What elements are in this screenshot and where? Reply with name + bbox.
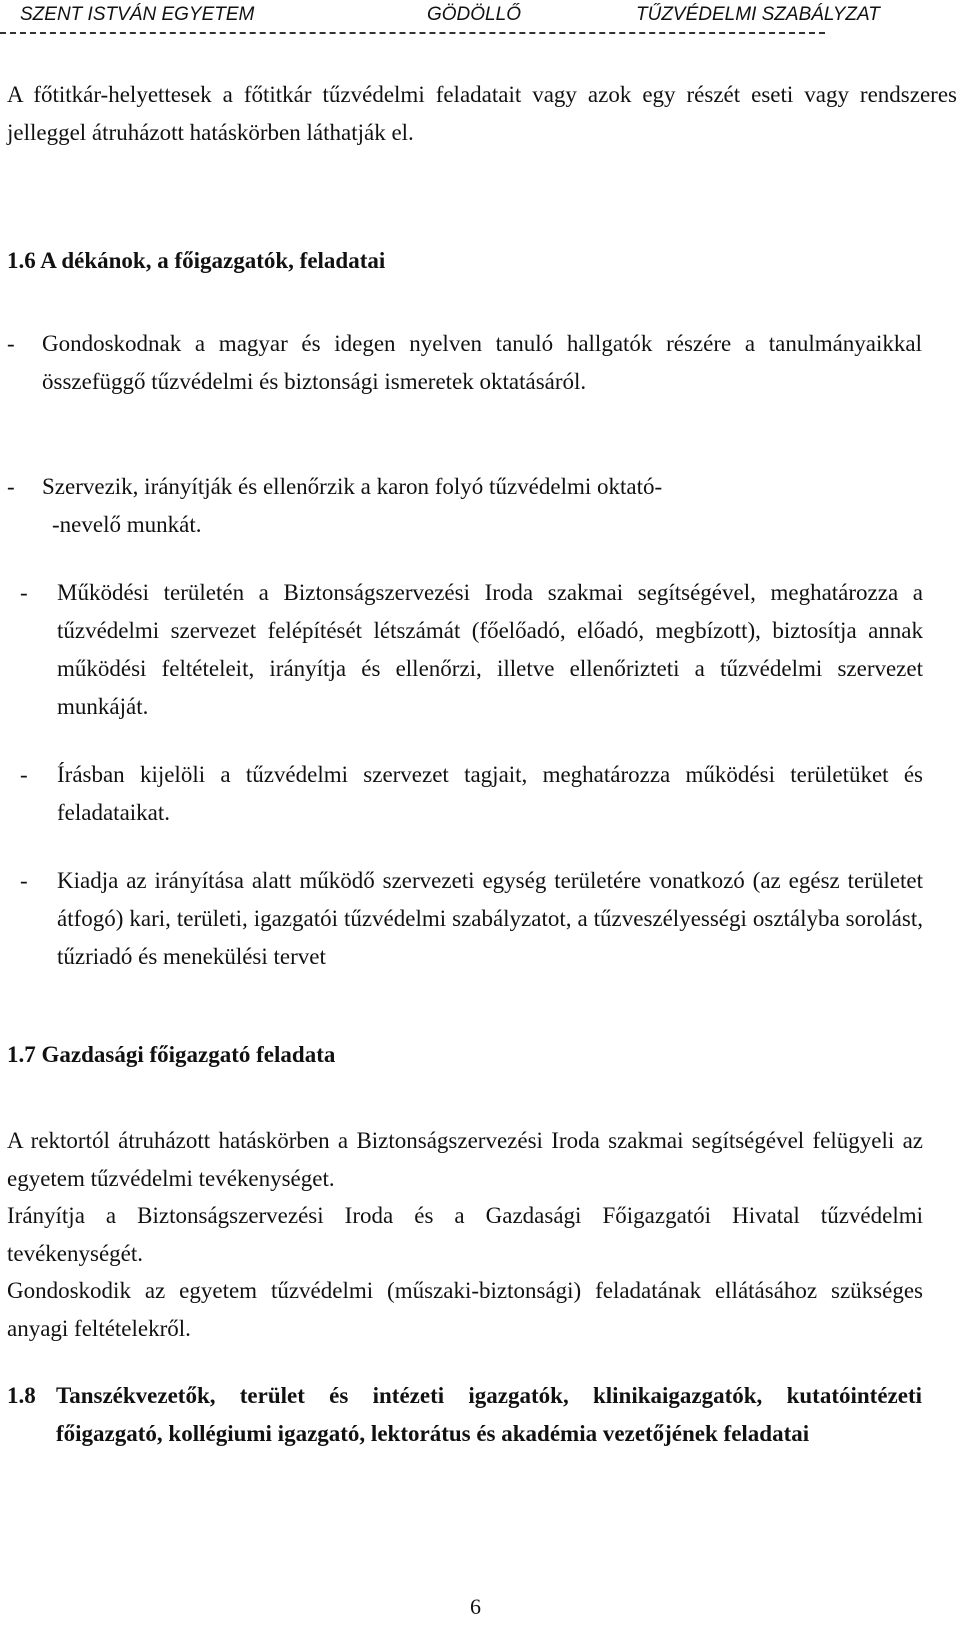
header-document-title: TŰZVÉDELMI SZABÁLYZAT: [636, 4, 880, 25]
section-1-7-paragraph: A rektortól átruházott hatáskörben a Biztonságszervezési Iroda szakmai segítségével felügyeli az egyetem tűzvédelmi tevékenységet.: [7, 1128, 923, 1191]
list-item: Írásban kijelöli a tűzvédelmi szervezet tagjait, meghatározza működési területüket és feladataikat.: [57, 762, 923, 825]
section-1-7-paragraph: Irányítja a Biztonságszervezési Iroda és a Gazdasági Főigazgatói Hivatal tűzvédelmi tevékenységét.: [7, 1203, 923, 1266]
intro-paragraph: A főtitkár-helyettesek a főtitkár tűzvédelmi feladatait vagy azok egy részét eseti vagy rendszeres jelleggel átruházott hatáskörben láthatják el.: [7, 82, 957, 145]
list-dash: -: [20, 868, 28, 893]
running-header: [20, 4, 950, 30]
list-item: Kiadja az irányítása alatt működő szervezeti egység területére vonatkozó (az egész területet átfogó) kari, területi, igazgatói tűzvédelmi szabályzatot, a tűzveszélyességi osztályba sorolást, tűzriadó és menekülési tervet: [57, 868, 923, 969]
section-1-7-paragraph: Gondoskodik az egyetem tűzvédelmi (műszaki-biztonsági) feladatának ellátásához szükséges anyagi feltételekről.: [7, 1278, 923, 1341]
list-item: Működési területén a Biztonságszervezési Iroda szakmai segítségével, meghatározza a tűzvédelmi szervezet felépítését létszámát (főelőadó, előadó, megbízott), biztosítja annak működési feltételeit, irányítja és ellenőrzi, illetve ellenőrizteti a tűzvédelmi szervezet munkáját.: [57, 580, 923, 719]
section-1-7-heading: 1.7 Gazdasági főigazgató feladata: [7, 1042, 336, 1067]
header-institution: SZENT ISTVÁN EGYETEM: [20, 4, 255, 25]
list-item: Gondoskodnak a magyar és idegen nyelven tanuló hallgatók részére a tanulmányaikkal összefüggő tűzvédelmi és biztonsági ismeretek oktatásáról.: [42, 331, 922, 394]
list-dash: -: [7, 331, 15, 356]
list-item: Szervezik, irányítják és ellenőrzik a karon folyó tűzvédelmi oktató-: [42, 474, 663, 499]
section-1-8-title: Tanszékvezetők, terület és intézeti igazgatók, klinikaigazgatók, kutatóintézeti főigazgató, kollégiumi igazgató, lektorátus és akadémia vezetőjének feladatai: [56, 1383, 922, 1446]
header-divider: [0, 32, 825, 34]
section-1-6-heading: 1.6 A dékánok, a főigazgatók, feladatai: [7, 248, 386, 273]
list-item-continuation: -nevelő munkát.: [52, 512, 202, 537]
list-dash: -: [20, 762, 28, 787]
list-dash: -: [20, 580, 28, 605]
list-dash: -: [7, 474, 15, 499]
section-1-8-number: 1.8: [7, 1383, 36, 1408]
header-city: GÖDÖLLŐ: [427, 4, 521, 25]
page-number: 6: [470, 1594, 481, 1619]
